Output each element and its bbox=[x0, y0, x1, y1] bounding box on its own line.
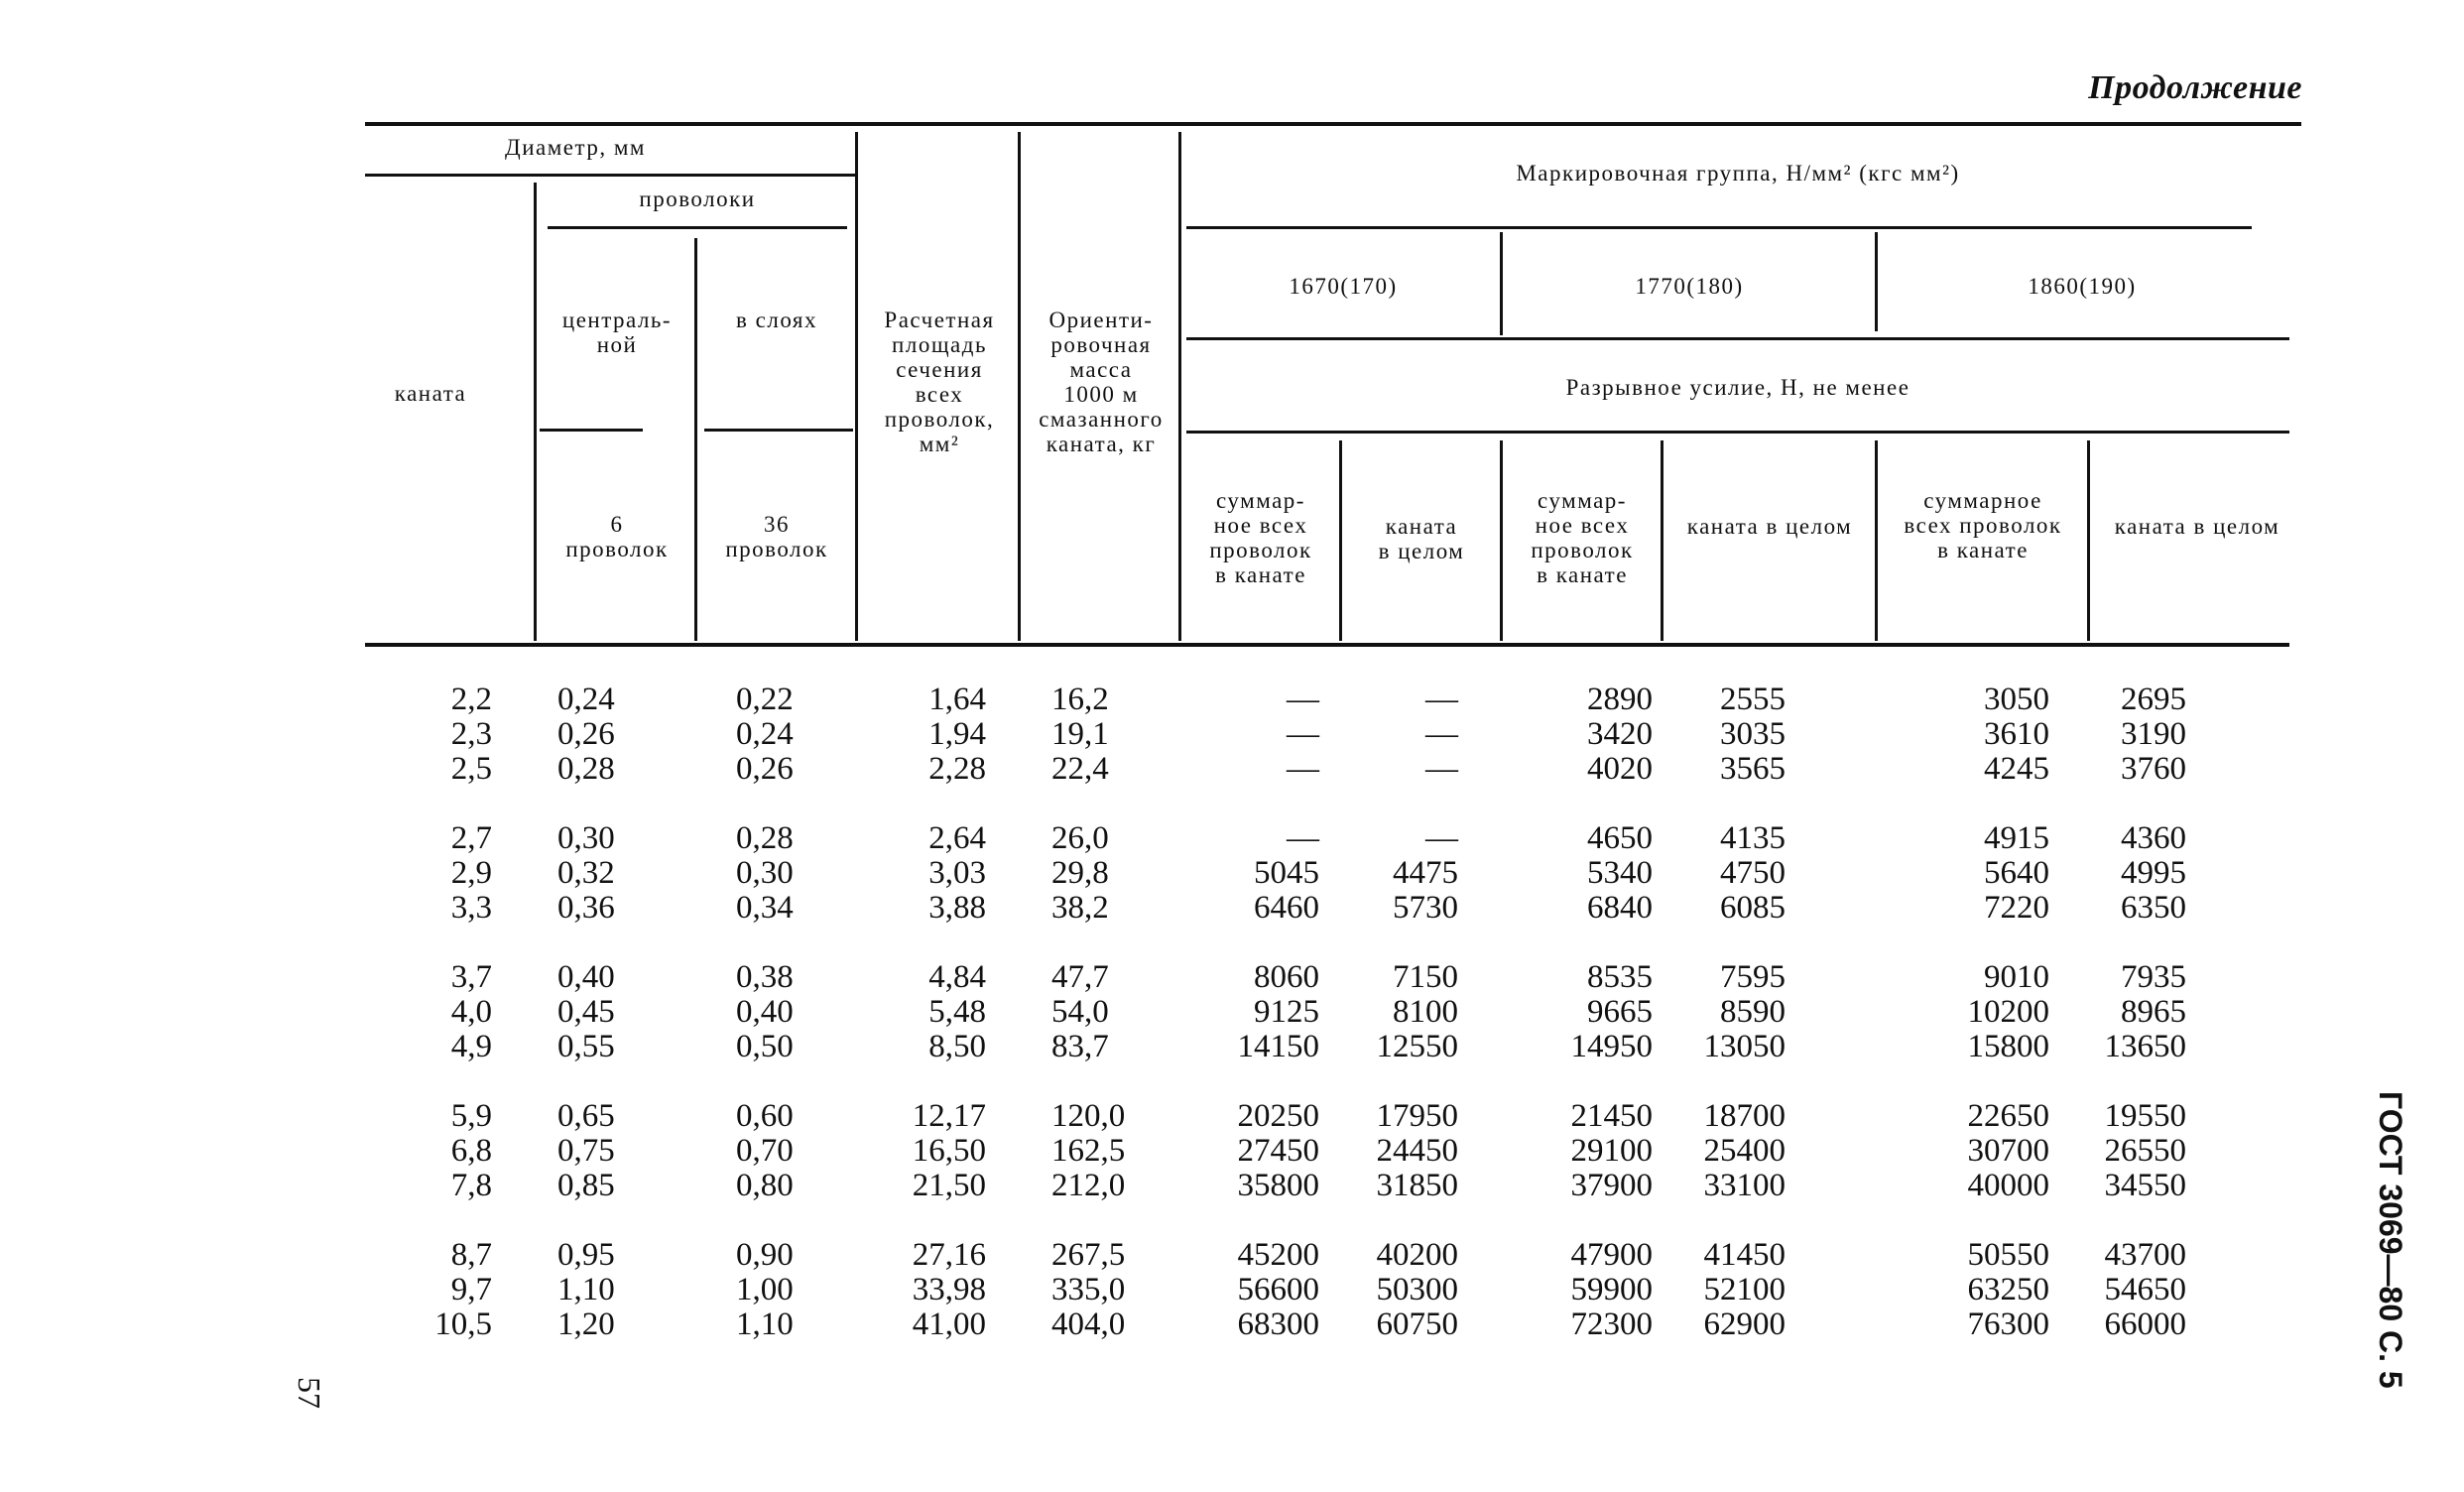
header-sum-1770: суммар- ное всех проволок в канате bbox=[1531, 488, 1634, 587]
header-grade-1860: 1860(190) bbox=[2028, 274, 2137, 299]
column-rope-diameter: 2,2 2,3 2,5 2,7 2,9 3,3 3,7 4,0 4,9 5,9 6,8 7,8 8,7 9,7 10,5 bbox=[434, 682, 492, 1342]
header-diameter: Диаметр, мм bbox=[505, 135, 646, 160]
rule-v8 bbox=[1500, 440, 1503, 641]
rule-v11 bbox=[1875, 440, 1878, 641]
rule-v2 bbox=[694, 238, 697, 641]
header-sum-1860: суммарное всех проволок в канате bbox=[1904, 488, 2062, 562]
column-rope-1860: 2695 3190 3760 4360 4995 6350 7935 8965 13650 19550 26550 34550 43700 54650 66000 bbox=[2104, 682, 2186, 1342]
rule-v12 bbox=[2087, 440, 2090, 641]
column-rope-1770: 2555 3035 3565 4135 4750 6085 7595 8590 13050 18700 25400 33100 41450 52100 62900 bbox=[1703, 682, 1786, 1342]
count-rule-layers bbox=[704, 429, 853, 432]
header-sum-1670: суммар- ное всех проволок в канате bbox=[1209, 488, 1312, 587]
column-central-wire-diameter: 0,24 0,26 0,28 0,30 0,32 0,36 0,40 0,45 0,55 0,65 0,75 0,85 0,95 1,10 1,20 bbox=[557, 682, 615, 1342]
header-mass: Ориенти- ровочная масса 1000 м смазанного каната, кг bbox=[1039, 308, 1164, 456]
rule-v6 bbox=[1339, 440, 1342, 641]
rule-v9 bbox=[1661, 440, 1663, 641]
gost-standard-label: ГОСТ 3069—80 С. 5 bbox=[2373, 1091, 2408, 1389]
rule-v1 bbox=[534, 183, 537, 641]
column-sum-1860: 3050 3610 4245 4915 5640 7220 9010 10200 15800 22650 30700 40000 50550 63250 76300 bbox=[1967, 682, 2049, 1342]
header-layers: в слоях bbox=[736, 308, 817, 332]
header-bottom-rule bbox=[365, 643, 2289, 647]
header-wires-6: 6 проволок bbox=[565, 512, 669, 561]
header-rope-1670: каната в целом bbox=[1378, 514, 1465, 563]
rule-v7 bbox=[1500, 232, 1503, 335]
column-rope-1670: — — — — 4475 5730 7150 8100 12550 17950 24450 31850 40200 50300 60750 bbox=[1376, 682, 1458, 1342]
header-wires-36: 36 проволок bbox=[725, 512, 828, 561]
column-mass: 16,2 19,1 22,4 26,0 29,8 38,2 47,7 54,0 83,7 120,0 162,5 212,0 267,5 335,0 404,0 bbox=[1051, 682, 1126, 1342]
header-grade-1770: 1770(180) bbox=[1635, 274, 1744, 299]
rule-v10 bbox=[1875, 232, 1878, 331]
header-grade-1670: 1670(170) bbox=[1289, 274, 1398, 299]
header-rope: каната bbox=[394, 381, 467, 406]
grades-rule bbox=[1186, 337, 2289, 340]
header-breaking-force: Разрывное усилие, Н, не менее bbox=[1565, 375, 1910, 400]
header-grade-group: Маркировочная группа, Н/мм² (кгс мм²) bbox=[1516, 161, 1960, 186]
page-number: 57 bbox=[292, 1377, 327, 1409]
wires-rule bbox=[548, 226, 847, 229]
breaking-rule bbox=[1186, 431, 2289, 434]
header-wires: проволоки bbox=[639, 186, 756, 211]
header-central: централь- ной bbox=[561, 308, 673, 357]
table-top-rule bbox=[365, 122, 2301, 126]
rule-v3 bbox=[855, 132, 858, 641]
header-area: Расчетная площадь сечения всех проволок, мм² bbox=[884, 308, 995, 456]
header-rope-1860: каната в целом bbox=[2114, 514, 2280, 539]
header-rope-1770: каната в целом bbox=[1686, 514, 1853, 539]
count-rule-central bbox=[540, 429, 643, 432]
diameter-rule bbox=[365, 174, 855, 177]
column-sum-1670: — — — — 5045 6460 8060 9125 14150 20250 27450 35800 45200 56600 68300 bbox=[1237, 682, 1319, 1342]
continuation-label: Продолжение bbox=[2088, 69, 2302, 106]
column-area: 1,64 1,94 2,28 2,64 3,03 3,88 4,84 5,48 8,50 12,17 16,50 21,50 27,16 33,98 41,00 bbox=[912, 682, 986, 1342]
column-sum-1770: 2890 3420 4020 4650 5340 6840 8535 9665 14950 21450 29100 37900 47900 59900 72300 bbox=[1570, 682, 1653, 1342]
column-layer-wire-diameter: 0,22 0,24 0,26 0,28 0,30 0,34 0,38 0,40 0,50 0,60 0,70 0,80 0,90 1,00 1,10 bbox=[736, 682, 794, 1342]
group-rule bbox=[1186, 226, 2252, 229]
